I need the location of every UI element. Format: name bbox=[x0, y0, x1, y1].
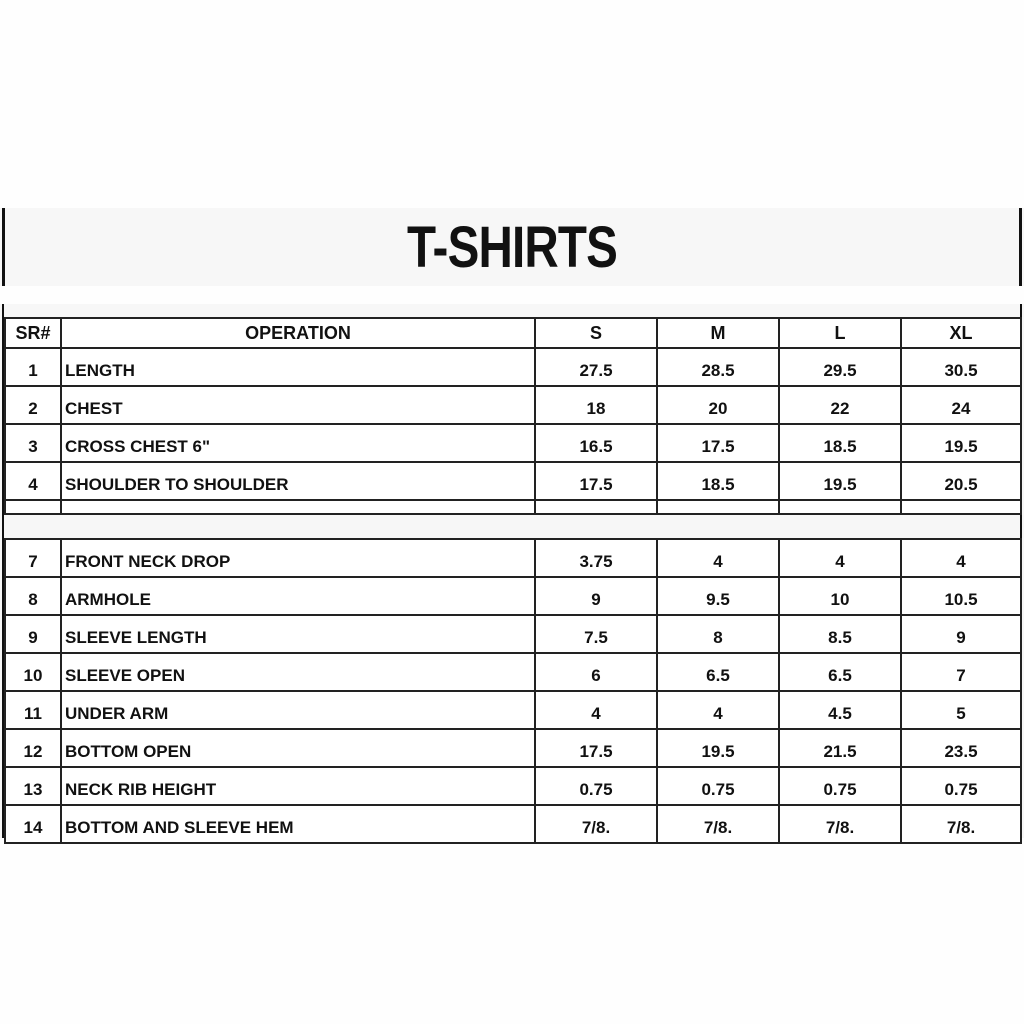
table-row bbox=[5, 539, 1021, 577]
cell-size-m: 4 bbox=[657, 539, 779, 577]
cell-size-m: 20 bbox=[657, 386, 779, 424]
cell-operation: NECK RIB HEIGHT bbox=[61, 767, 535, 805]
cell-size-m: 19.5 bbox=[657, 729, 779, 767]
cell-size-s: 27.5 bbox=[535, 348, 657, 386]
empty-cell bbox=[535, 500, 657, 514]
table-row bbox=[5, 462, 1021, 500]
cell-sr: 13 bbox=[5, 767, 61, 805]
cell-sr: 14 bbox=[5, 805, 61, 843]
empty-cell bbox=[5, 500, 61, 514]
title-border-left bbox=[2, 208, 5, 286]
cell-size-s: 18 bbox=[535, 386, 657, 424]
header-size-s: S bbox=[535, 318, 657, 348]
empty-cell bbox=[901, 500, 1021, 514]
cell-operation: BOTTOM OPEN bbox=[61, 729, 535, 767]
title-border-right bbox=[1019, 208, 1022, 286]
table-row bbox=[5, 615, 1021, 653]
cell-sr: 10 bbox=[5, 653, 61, 691]
cell-size-s: 16.5 bbox=[535, 424, 657, 462]
page-title: T-SHIRTS bbox=[406, 215, 618, 280]
cell-sr: 8 bbox=[5, 577, 61, 615]
cell-size-xl: 5 bbox=[901, 691, 1021, 729]
header-operation: OPERATION bbox=[61, 318, 535, 348]
cell-size-l: 10 bbox=[779, 577, 901, 615]
cell-size-m: 28.5 bbox=[657, 348, 779, 386]
cell-sr: 12 bbox=[5, 729, 61, 767]
cell-operation: ARMHOLE bbox=[61, 577, 535, 615]
empty-cell bbox=[61, 500, 535, 514]
table-row bbox=[5, 424, 1021, 462]
cell-sr: 11 bbox=[5, 691, 61, 729]
cell-size-l: 6.5 bbox=[779, 653, 901, 691]
cell-size-s: 7.5 bbox=[535, 615, 657, 653]
cell-size-l: 7/8. bbox=[779, 805, 901, 843]
cell-size-xl: 9 bbox=[901, 615, 1021, 653]
cell-size-xl: 20.5 bbox=[901, 462, 1021, 500]
cell-size-m: 0.75 bbox=[657, 767, 779, 805]
cell-size-m: 9.5 bbox=[657, 577, 779, 615]
size-chart-table-top bbox=[4, 317, 1022, 515]
header-size-l: L bbox=[779, 318, 901, 348]
cell-sr: 1 bbox=[5, 348, 61, 386]
cell-size-s: 17.5 bbox=[535, 462, 657, 500]
table-row bbox=[5, 691, 1021, 729]
empty-cell bbox=[657, 500, 779, 514]
cell-size-l: 18.5 bbox=[779, 424, 901, 462]
cell-size-l: 22 bbox=[779, 386, 901, 424]
cell-size-l: 19.5 bbox=[779, 462, 901, 500]
cell-operation: CHEST bbox=[61, 386, 535, 424]
table-row bbox=[5, 729, 1021, 767]
cell-size-xl: 0.75 bbox=[901, 767, 1021, 805]
cell-sr: 4 bbox=[5, 462, 61, 500]
cell-size-s: 6 bbox=[535, 653, 657, 691]
table-row bbox=[5, 653, 1021, 691]
cell-size-m: 6.5 bbox=[657, 653, 779, 691]
cell-sr: 3 bbox=[5, 424, 61, 462]
cell-operation: UNDER ARM bbox=[61, 691, 535, 729]
cell-size-l: 4 bbox=[779, 539, 901, 577]
empty-row bbox=[5, 500, 1021, 514]
cell-operation: CROSS CHEST 6" bbox=[61, 424, 535, 462]
cell-size-s: 4 bbox=[535, 691, 657, 729]
table-row bbox=[5, 577, 1021, 615]
size-chart-table-bottom bbox=[4, 538, 1022, 844]
cell-sr: 7 bbox=[5, 539, 61, 577]
table-row bbox=[5, 805, 1021, 843]
cell-operation: SLEEVE OPEN bbox=[61, 653, 535, 691]
cell-size-m: 17.5 bbox=[657, 424, 779, 462]
cell-size-m: 18.5 bbox=[657, 462, 779, 500]
cell-operation: SLEEVE LENGTH bbox=[61, 615, 535, 653]
cell-size-xl: 7 bbox=[901, 653, 1021, 691]
table-header-row bbox=[5, 318, 1021, 348]
cell-size-xl: 7/8. bbox=[901, 805, 1021, 843]
cell-size-s: 9 bbox=[535, 577, 657, 615]
header-size-xl: XL bbox=[901, 318, 1021, 348]
cell-size-xl: 23.5 bbox=[901, 729, 1021, 767]
cell-size-xl: 4 bbox=[901, 539, 1021, 577]
table-row bbox=[5, 386, 1021, 424]
cell-size-xl: 30.5 bbox=[901, 348, 1021, 386]
cell-size-s: 0.75 bbox=[535, 767, 657, 805]
cell-size-l: 29.5 bbox=[779, 348, 901, 386]
cell-size-m: 4 bbox=[657, 691, 779, 729]
cell-size-xl: 10.5 bbox=[901, 577, 1021, 615]
cell-operation: FRONT NECK DROP bbox=[61, 539, 535, 577]
cell-sr: 2 bbox=[5, 386, 61, 424]
cell-size-xl: 19.5 bbox=[901, 424, 1021, 462]
cell-operation: LENGTH bbox=[61, 348, 535, 386]
cell-size-l: 8.5 bbox=[779, 615, 901, 653]
header-size-m: M bbox=[657, 318, 779, 348]
cell-operation: BOTTOM AND SLEEVE HEM bbox=[61, 805, 535, 843]
cell-size-m: 7/8. bbox=[657, 805, 779, 843]
cell-size-m: 8 bbox=[657, 615, 779, 653]
cell-size-s: 17.5 bbox=[535, 729, 657, 767]
cell-size-l: 21.5 bbox=[779, 729, 901, 767]
table-row bbox=[5, 767, 1021, 805]
cell-size-l: 4.5 bbox=[779, 691, 901, 729]
cell-size-l: 0.75 bbox=[779, 767, 901, 805]
cell-size-s: 7/8. bbox=[535, 805, 657, 843]
cell-sr: 9 bbox=[5, 615, 61, 653]
empty-cell bbox=[779, 500, 901, 514]
cell-size-xl: 24 bbox=[901, 386, 1021, 424]
table-row bbox=[5, 348, 1021, 386]
cell-size-s: 3.75 bbox=[535, 539, 657, 577]
cell-operation: SHOULDER TO SHOULDER bbox=[61, 462, 535, 500]
header-sr: SR# bbox=[5, 318, 61, 348]
